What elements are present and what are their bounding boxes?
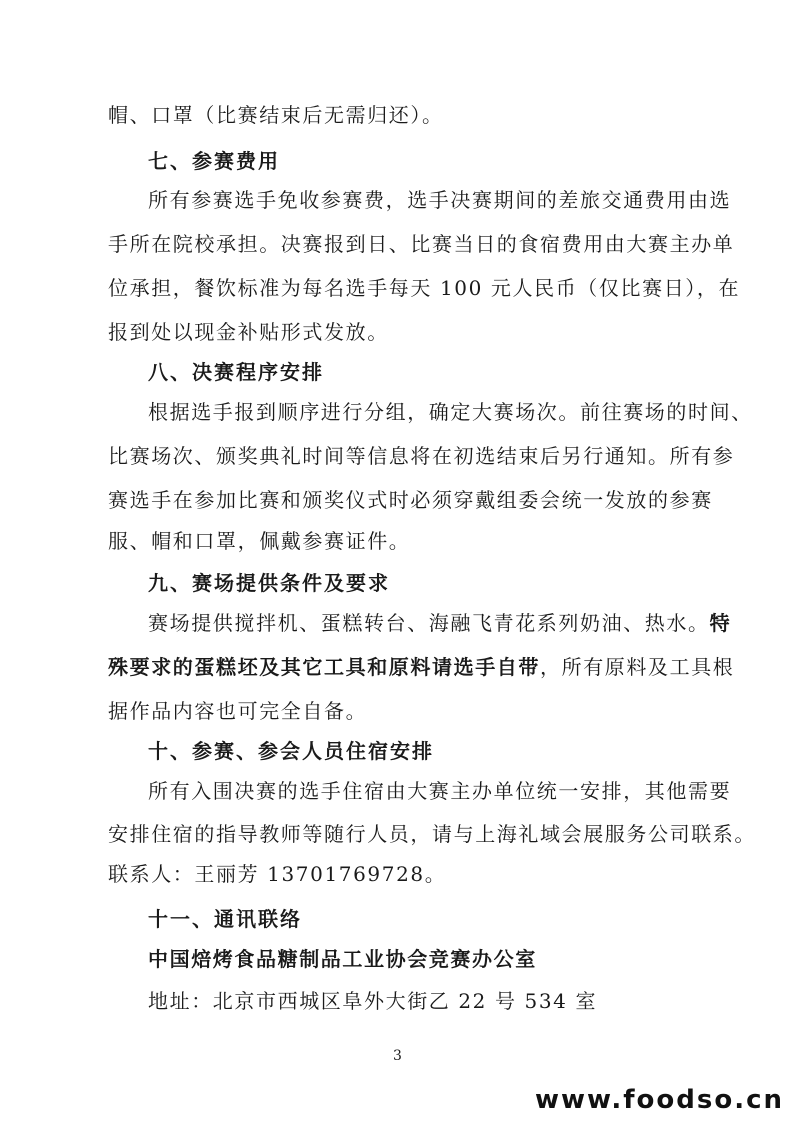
body-text-line: 手所在院校承担。决赛报到日、比赛当日的食宿费用由大赛主办单 bbox=[108, 232, 735, 256]
contact-person-line: 联系人：王丽芳 13701769728。 bbox=[108, 862, 447, 886]
section-heading-accommodation: 十、参赛、参会人员住宿安排 bbox=[148, 739, 434, 763]
bold-text-segment: 殊要求的蛋糕坯及其它工具和原料请选手自带 bbox=[108, 655, 540, 679]
body-text-line: 根据选手报到顺序进行分组，确定大赛场次。前往赛场的时间、 bbox=[148, 400, 753, 424]
section-heading-fees: 七、参赛费用 bbox=[148, 149, 280, 173]
section-heading-venue: 九、赛场提供条件及要求 bbox=[148, 571, 390, 595]
body-text-line: 赛选手在参加比赛和颁奖仪式时必须穿戴组委会统一发放的参赛 bbox=[108, 488, 713, 512]
address-line: 地址：北京市西城区阜外大街乙 22 号 534 室 bbox=[148, 989, 598, 1013]
section-heading-contact: 十一、通讯联络 bbox=[148, 907, 302, 931]
body-text-segment: 赛场提供搅拌机、蛋糕转台、海融飞青花系列奶油、热水。 bbox=[148, 611, 710, 635]
body-text-line: 据作品内容也可完全自备。 bbox=[108, 699, 368, 723]
body-text-line: 所有入围决赛的选手住宿由大赛主办单位统一安排，其他需要 bbox=[148, 779, 732, 803]
body-text-line: 安排住宿的指导教师等随行人员，请与上海礼域会展服务公司联系。 bbox=[108, 822, 756, 846]
body-text-line: 报到处以现金补贴形式发放。 bbox=[108, 320, 389, 344]
body-text-line bbox=[108, 655, 734, 679]
body-text-line bbox=[148, 611, 731, 635]
body-text-line: 位承担，餐饮标准为每名选手每天 100 元人民币（仅比赛日），在 bbox=[108, 276, 741, 300]
body-text-line: 服、帽和口罩，佩戴参赛证件。 bbox=[108, 529, 411, 553]
watermark-url: www.foodso.cn bbox=[534, 1085, 784, 1115]
section-heading-final-procedure: 八、决赛程序安排 bbox=[148, 360, 324, 384]
organization-name: 中国焙烤食品糖制品工业协会竞赛办公室 bbox=[148, 947, 537, 971]
page-number: 3 bbox=[393, 1048, 402, 1064]
body-text-line: 所有参赛选手免收参赛费，选手决赛期间的差旅交通费用由选 bbox=[148, 188, 732, 212]
body-text-segment: ，所有原料及工具根 bbox=[540, 655, 735, 679]
body-text-line: 比赛场次、颁奖典礼时间等信息将在初选结束后另行通知。所有参 bbox=[108, 444, 735, 468]
bold-text-segment: 特 bbox=[709, 611, 732, 635]
body-text-line: 帽、口罩（比赛结束后无需归还）。 bbox=[108, 103, 444, 127]
